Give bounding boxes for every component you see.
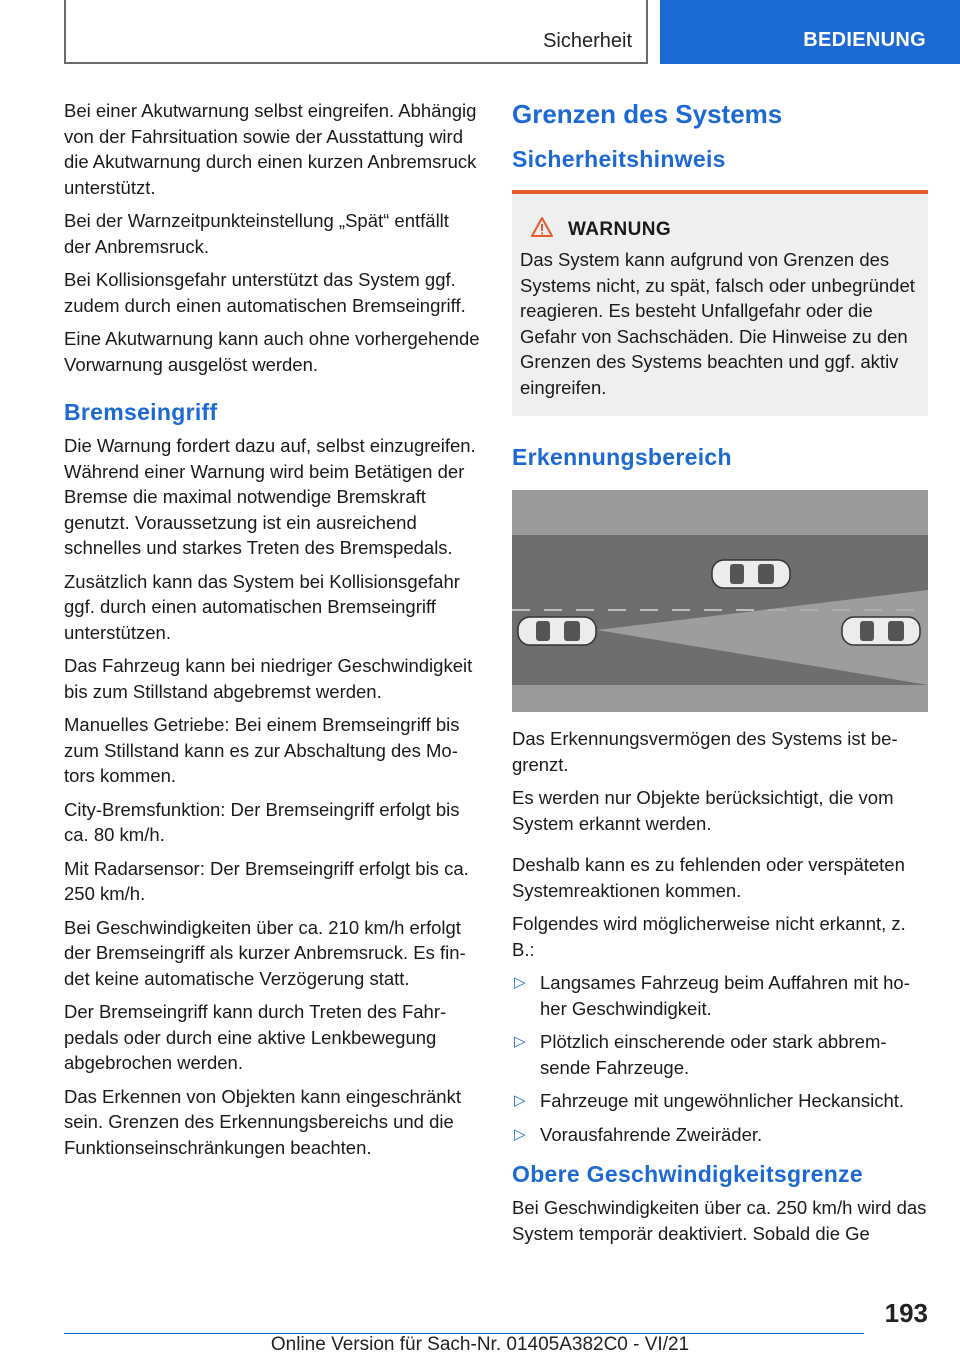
car-icon	[712, 560, 790, 588]
heading-bremseingriff: Bremseingriff	[64, 399, 218, 425]
road-diagram	[512, 490, 928, 712]
triangle-bullet-icon: ▷	[514, 1125, 526, 1143]
paragraph: Deshalb kann es zu fehlenden oder verspäteten Systemreaktionen kommen.	[512, 854, 905, 901]
paragraph: Zusätzlich kann das System bei Kollisionsgefahr ggf. durch einen automatischen Bremseingriff unterstützen.	[64, 570, 460, 643]
heading-obere-geschwindigkeitsgrenze: Obere Geschwindigkeitsgrenze	[512, 1161, 863, 1187]
warning-title: WARNUNG	[568, 218, 672, 240]
footer-text: Online Version für Sach-Nr. 01405A382C0 - VI/21	[270, 1334, 690, 1355]
header-section-label: Sicherheit	[543, 30, 632, 52]
paragraph: Eine Akutwarnung kann auch ohne vorhergehende Vorwarnung ausgelöst werden.	[64, 328, 480, 375]
car-icon	[842, 617, 920, 645]
paragraph: Mit Radarsensor: Der Bremseingriff erfolgt bis ca. 250 km/h.	[64, 857, 469, 904]
list-item: ▷ Vorausfahrende Zweiräder.	[512, 1122, 928, 1148]
warning-text: Das System kann aufgrund von Grenzen des Systems nicht, zu spät, falsch oder unbegründet reagieren. Es besteht Unfallgefahr oder die Gefahr von Sachschäden. Die Hinweise zu den Grenzen des Systems beachten und ggf. aktiv eingreifen.	[520, 249, 915, 398]
header-section-box	[64, 0, 648, 64]
paragraph: Das Erkennungsvermögen des Systems ist begrenzt.	[512, 728, 898, 775]
warning-box	[512, 190, 928, 416]
list-item: ▷ Langsames Fahrzeug beim Auffahren mit hoher Geschwindigkeit.	[514, 972, 910, 1019]
left-column	[64, 98, 480, 1168]
paragraph: Bei Geschwindigkeiten über ca. 250 km/h wird das System temporär deaktiviert. Sobald die Ge	[512, 1197, 927, 1244]
paragraph: Bei Kollisionsgefahr unterstützt das System ggf. zudem durch einen automatischen Bremseingriff.	[64, 269, 466, 316]
list-item: ▷ Plötzlich einscherende oder stark abbremsende Fahrzeuge.	[514, 1031, 887, 1078]
detection-range-illustration	[512, 490, 928, 712]
bullet-list	[512, 970, 928, 1147]
paragraph: Bei Geschwindigkeiten über ca. 210 km/h erfolgt der Bremseingriff als kurzer Anbremsruck. Es findet keine automatische Verzögerung statt.	[64, 916, 466, 989]
paragraph: Es werden nur Objekte berücksichtigt, die vom System erkannt werden.	[512, 787, 894, 834]
warning-header	[530, 216, 920, 243]
paragraph: Bei der Warnzeitpunkteinstellung „Spät“ entfällt der Anbremsruck.	[64, 210, 449, 257]
triangle-bullet-icon: ▷	[514, 974, 526, 991]
triangle-bullet-icon: ▷	[514, 1033, 526, 1050]
list-item: ▷ Fahrzeuge mit ungewöhnlicher Heckansicht.	[512, 1088, 928, 1114]
paragraph: Folgendes wird möglicherweise nicht erkannt, z. B.:	[512, 913, 906, 960]
header-tab-bedienung[interactable]	[660, 0, 960, 64]
warning-triangle-icon	[530, 216, 554, 243]
heading-erkennungsbereich: Erkennungsbereich	[512, 444, 732, 470]
paragraph: Bei einer Akutwarnung selbst eingreifen. Abhängig von der Fahrsituation sowie der Ausstattung wird die Akutwarnung durch einen kurzen Anbremsruck unterstützt.	[64, 100, 477, 198]
page-number: 193	[884, 1298, 928, 1328]
paragraph: Das Erkennen von Objekten kann eingeschränkt sein. Grenzen des Erkennungsbereichs und die Funktionseinschränkungen beachten.	[64, 1085, 461, 1158]
paragraph: Manuelles Getriebe: Bei einem Bremseingriff bis zum Stillstand kann es zur Abschaltung des Motors kommen.	[64, 714, 460, 786]
paragraph: Das Fahrzeug kann bei niedriger Geschwindigkeit bis zum Stillstand abgebremst werden.	[64, 655, 473, 702]
paragraph: Die Warnung fordert dazu auf, selbst einzugreifen. Während einer Warnung wird beim Betätigen der Bremse die maximal notwendige Bremskraft genutzt. Voraussetzung ist ein ausreichend schnelles und starkes Treten des Bremspedals.	[64, 435, 476, 558]
header-tab-label: BEDIENUNG	[803, 29, 926, 51]
heading-sicherheitshinweis: Sicherheitshinweis	[512, 146, 726, 172]
right-column	[512, 98, 928, 1254]
triangle-bullet-icon: ▷	[514, 1092, 526, 1109]
paragraph: City-Bremsfunktion: Der Bremseingriff erfolgt bis ca. 80 km/h.	[64, 798, 460, 845]
paragraph: Der Bremseingriff kann durch Treten des Fahrpedals oder durch eine aktive Lenkbewegung abgebrochen werden.	[64, 1001, 447, 1073]
car-icon	[518, 617, 596, 645]
heading-grenzen-des-systems: Grenzen des Systems	[512, 99, 783, 129]
